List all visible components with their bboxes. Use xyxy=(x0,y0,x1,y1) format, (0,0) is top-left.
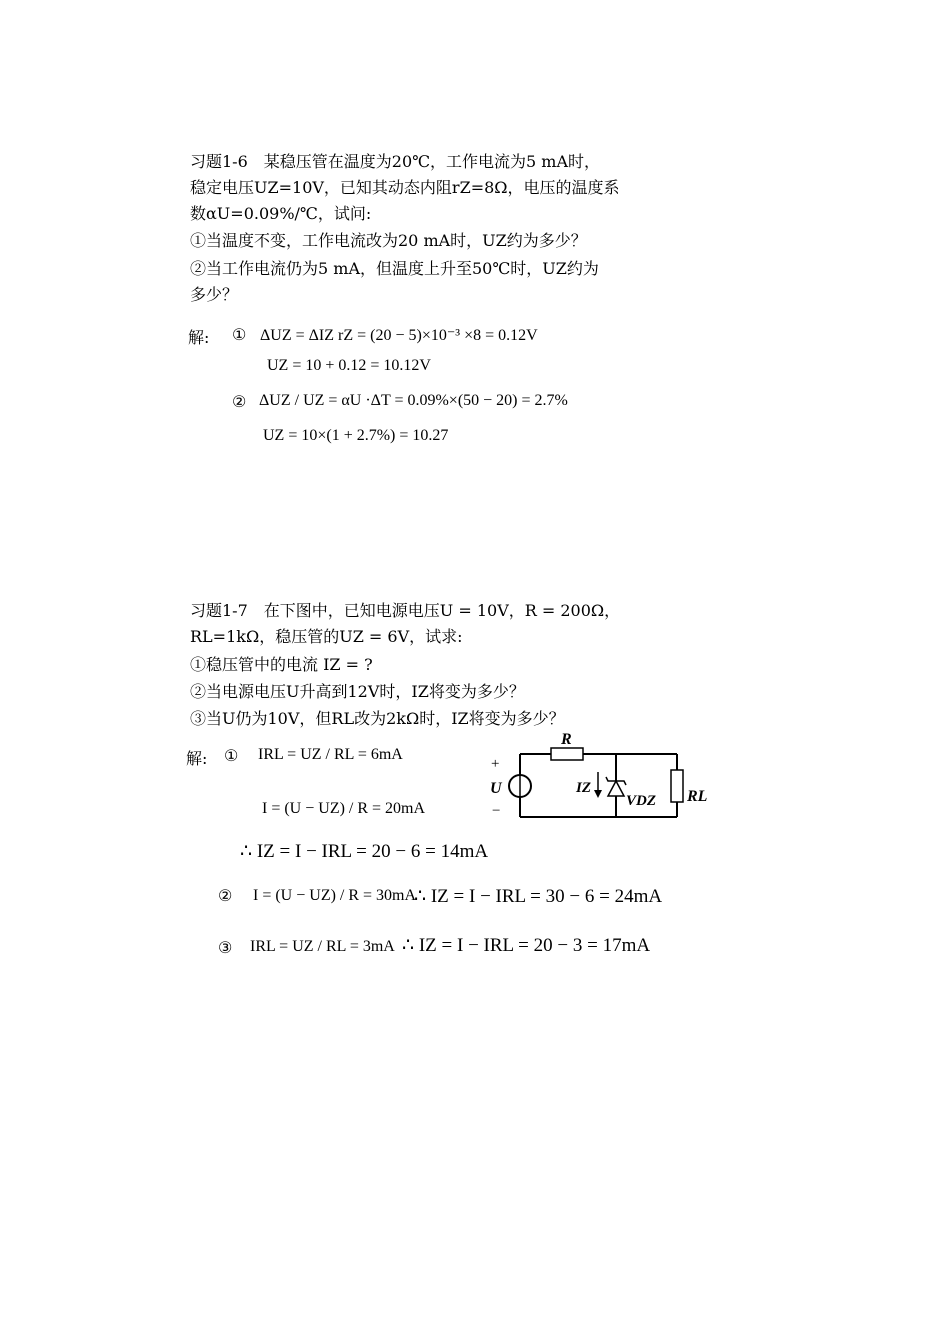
label-plus: + xyxy=(491,756,500,772)
circuit-diagram xyxy=(485,728,725,828)
equation-uz-2: UZ = 10×(1 + 2.7%) = 10.27 xyxy=(263,427,449,444)
equation-delta-uz: ΔUZ = ΔIZ rZ = (20 − 5)×10⁻³ ×8 = 0.12V xyxy=(260,327,538,344)
problem-1-6-line-2: 稳定电压UZ=10V，已知其动态内阻rZ=8Ω，电压的温度系 xyxy=(190,178,620,197)
label-rl: RL xyxy=(687,788,708,805)
problem-1-6-line-3: 数αU=0.09%/℃，试问: xyxy=(190,204,372,223)
current-arrowhead xyxy=(594,790,602,798)
problem-1-6-line-4: ①当温度不变，工作电流改为20 mA时，UZ约为多少？ xyxy=(190,231,587,250)
solution-marker-1-7-3: ③ xyxy=(218,938,233,957)
equation-temp-ratio: ΔUZ / UZ = αU ·ΔT = 0.09%×(50 − 20) = 2.7% xyxy=(259,392,568,409)
problem-1-6-line-5: ②当工作电流仍为5 mA，但温度上升至50℃时，UZ约为 xyxy=(190,259,599,278)
problem-1-6-line-1: 习题1-6 某稳压管在温度为20℃，工作电流为5 mA时， xyxy=(190,152,601,171)
problem-1-7-line-2: RL=1kΩ，稳压管的UZ = 6V，试求: xyxy=(190,627,463,646)
solution-label-1-7: 解: xyxy=(186,749,208,768)
label-minus: − xyxy=(492,803,501,819)
equation-irl-1: IRL = UZ / RL = 6mA xyxy=(258,746,403,763)
label-u: U xyxy=(490,780,502,797)
equation-i-2: I = (U − UZ) / R = 30mA xyxy=(253,887,417,904)
solution-label-1-6: 解: xyxy=(188,328,210,347)
problem-1-7-line-3: ①稳压管中的电流 IZ = ? xyxy=(190,655,373,674)
equation-iz-3: ∴ IZ = I − IRL = 20 − 3 = 17mA xyxy=(402,935,651,956)
resistor-r xyxy=(551,748,583,760)
equation-uz-1: UZ = 10 + 0.12 = 10.12V xyxy=(267,357,431,374)
equation-irl-2: IRL = UZ / RL = 3mA xyxy=(250,938,395,955)
problem-1-7-line-1: 习题1-7 在下图中，已知电源电压U = 10V，R = 200Ω， xyxy=(190,601,621,620)
problem-1-7-line-5: ③当U仍为10V，但RL改为2kΩ时，IZ将变为多少？ xyxy=(190,709,565,728)
problem-1-6-line-6: 多少？ xyxy=(190,285,239,304)
zener-diode xyxy=(608,781,624,796)
solution-marker-1: ① xyxy=(232,325,247,344)
solution-marker-1-7-2: ② xyxy=(218,886,233,905)
equation-iz-2: ∴ IZ = I − IRL = 30 − 6 = 24mA xyxy=(414,886,663,907)
resistor-rl xyxy=(671,770,683,802)
label-vdz: VDZ xyxy=(626,793,656,809)
solution-marker-1-7-1: ① xyxy=(224,746,239,765)
solution-marker-2: ② xyxy=(232,392,247,411)
equation-i-1: I = (U − UZ) / R = 20mA xyxy=(262,800,426,817)
problem-1-7-line-4: ②当电源电压U升高到12V时，IZ将变为多少？ xyxy=(190,682,525,701)
label-r: R xyxy=(561,731,572,748)
label-iz: IZ xyxy=(576,780,591,796)
equation-iz-1: ∴ IZ = I − IRL = 20 − 6 = 14mA xyxy=(240,841,489,862)
